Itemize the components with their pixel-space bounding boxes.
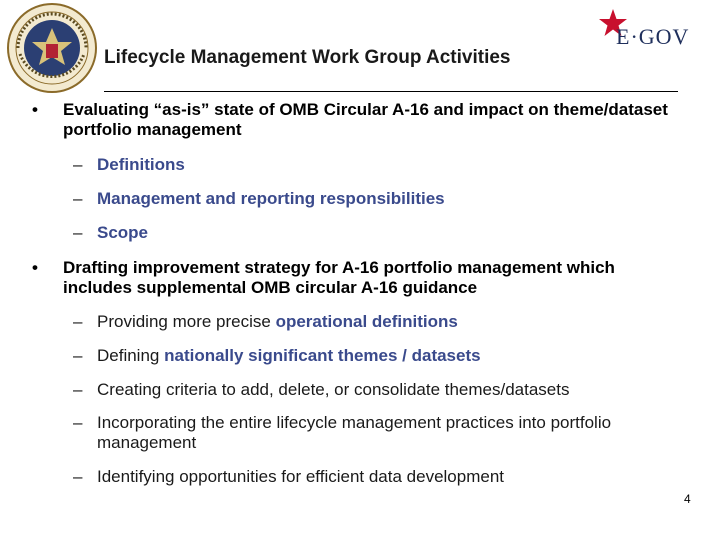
sub-marker: – — [73, 189, 83, 208]
egov-logo-text: E·GOV — [616, 24, 690, 49]
sub-marker: – — [73, 223, 83, 242]
bullet-marker: • — [32, 258, 38, 277]
bullet-text: Evaluating “as-is” state of OMB Circular A-16 and impact on theme/dataset portfolio management — [63, 100, 668, 139]
sub-emphasis: Scope — [97, 223, 149, 242]
sub-text: Incorporating the entire lifecycle management practices into portfolio management — [97, 413, 612, 452]
page-number: 4 — [684, 492, 691, 506]
sub-text: Creating criteria to add, delete, or consolidate themes/datasets — [97, 380, 570, 399]
bullet-marker: • — [32, 100, 38, 119]
slide-title: Lifecycle Management Work Group Activities — [104, 47, 511, 68]
sub-marker: – — [73, 413, 83, 432]
sub-text: Defining — [97, 346, 165, 365]
sub-text: Providing more precise — [97, 312, 276, 331]
sub-emphasis: Management and reporting responsibilities — [97, 189, 445, 208]
bullet-text: Drafting improvement strategy for A-16 portfolio management which includes supplemental OMB circular A-16 guidance — [63, 258, 615, 297]
sub-marker: – — [73, 467, 83, 486]
sub-marker: – — [73, 155, 83, 174]
sub-marker: – — [73, 312, 83, 331]
sub-text: Identifying opportunities for efficient data development — [97, 467, 505, 486]
sub-marker: – — [73, 346, 83, 365]
sub-emphasis: operational definitions — [275, 312, 458, 331]
sub-emphasis: nationally significant themes / datasets — [164, 346, 481, 365]
sub-emphasis: Definitions — [97, 155, 185, 174]
sub-marker: – — [73, 380, 83, 399]
